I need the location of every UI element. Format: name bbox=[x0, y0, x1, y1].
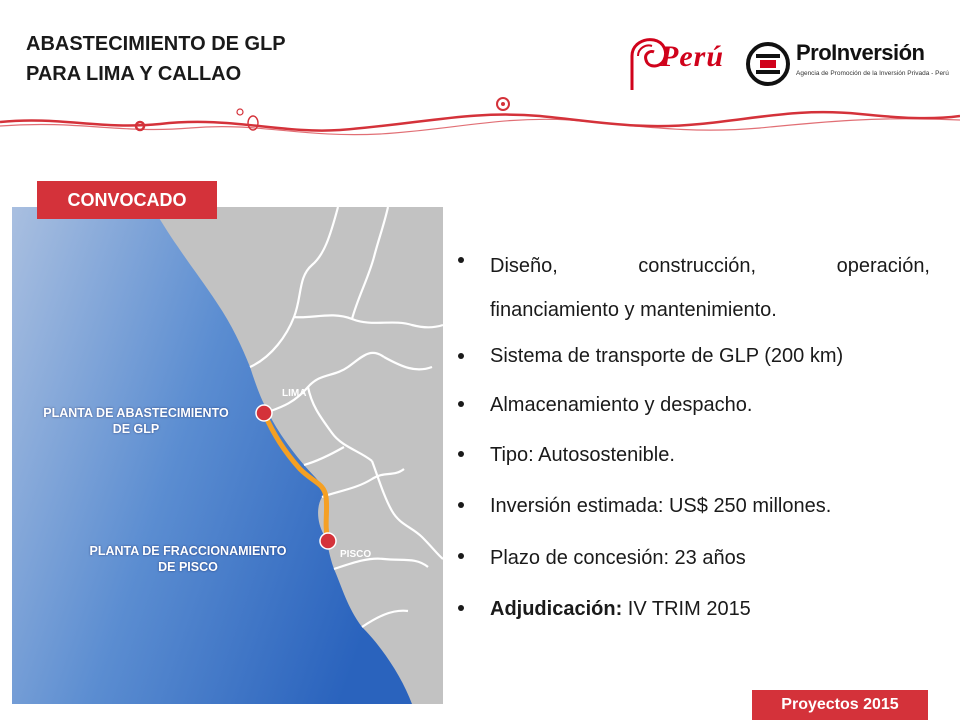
map-city-pisco: PISCO bbox=[340, 549, 372, 560]
page-title-line-1: ABASTECIMIENTO DE GLP bbox=[26, 33, 286, 55]
status-badge: CONVOCADO bbox=[37, 181, 217, 219]
bullet-icon bbox=[458, 502, 464, 508]
map-label-planta-abastecimiento bbox=[26, 405, 246, 437]
bullet-icon bbox=[458, 401, 464, 407]
bullet-1-word-1: Diseño, bbox=[490, 255, 558, 277]
bullet-2-text: Sistema de transporte de GLP (200 km) bbox=[490, 345, 844, 367]
bullet-7-value: IV TRIM 2015 bbox=[622, 598, 751, 620]
header-wave-decoration bbox=[0, 90, 960, 150]
proinversion-logo-subtitle: Agencia de Promoción de la Inversión Privada - Perú bbox=[796, 70, 949, 77]
map-label-planta-abastecimiento-line-2: DE GLP bbox=[112, 422, 160, 436]
map-city-lima: LIMA bbox=[282, 388, 307, 399]
proinversion-logo-name: ProInversión bbox=[796, 40, 925, 65]
bullet-4-text: Tipo: Autosostenible. bbox=[490, 444, 675, 466]
project-map bbox=[12, 207, 443, 704]
map-label-planta-fraccionamiento-line-1: PLANTA DE FRACCIONAMIENTO bbox=[89, 544, 287, 558]
list-item bbox=[456, 532, 930, 584]
list-item bbox=[456, 380, 930, 430]
map-label-planta-fraccionamiento bbox=[70, 543, 306, 575]
bullet-3-text: Almacenamiento y despacho. bbox=[490, 394, 753, 416]
footer-tag: Proyectos 2015 bbox=[752, 690, 928, 720]
bullet-icon bbox=[458, 553, 464, 559]
bullet-icon bbox=[458, 257, 464, 263]
bullet-icon bbox=[458, 605, 464, 611]
bullet-5-text: Inversión estimada: US$ 250 millones. bbox=[490, 495, 832, 517]
bullet-icon bbox=[458, 451, 464, 457]
bullet-1-word-3: operación, bbox=[836, 255, 930, 277]
bullet-7-key: Adjudicación: bbox=[490, 598, 623, 620]
page-title-line-2: PARA LIMA Y CALLAO bbox=[26, 63, 242, 85]
bullet-icon bbox=[458, 353, 464, 359]
bullet-6-text: Plazo de concesión: 23 años bbox=[490, 547, 746, 569]
project-details-list bbox=[456, 244, 930, 635]
map-label-planta-fraccionamiento-line-2: DE PISCO bbox=[158, 560, 218, 574]
map-label-planta-abastecimiento-line-1: PLANTA DE ABASTECIMIENTO bbox=[43, 406, 229, 420]
list-item bbox=[456, 332, 930, 380]
list-item bbox=[456, 481, 930, 532]
page-title bbox=[26, 29, 286, 89]
bullet-1-word-2: construcción, bbox=[638, 255, 757, 277]
list-item bbox=[456, 244, 930, 332]
list-item bbox=[456, 584, 930, 635]
list-item bbox=[456, 430, 930, 481]
bullet-1-line-2: financiamiento y mantenimiento. bbox=[490, 299, 777, 321]
peru-logo-text: Perú bbox=[660, 40, 724, 73]
